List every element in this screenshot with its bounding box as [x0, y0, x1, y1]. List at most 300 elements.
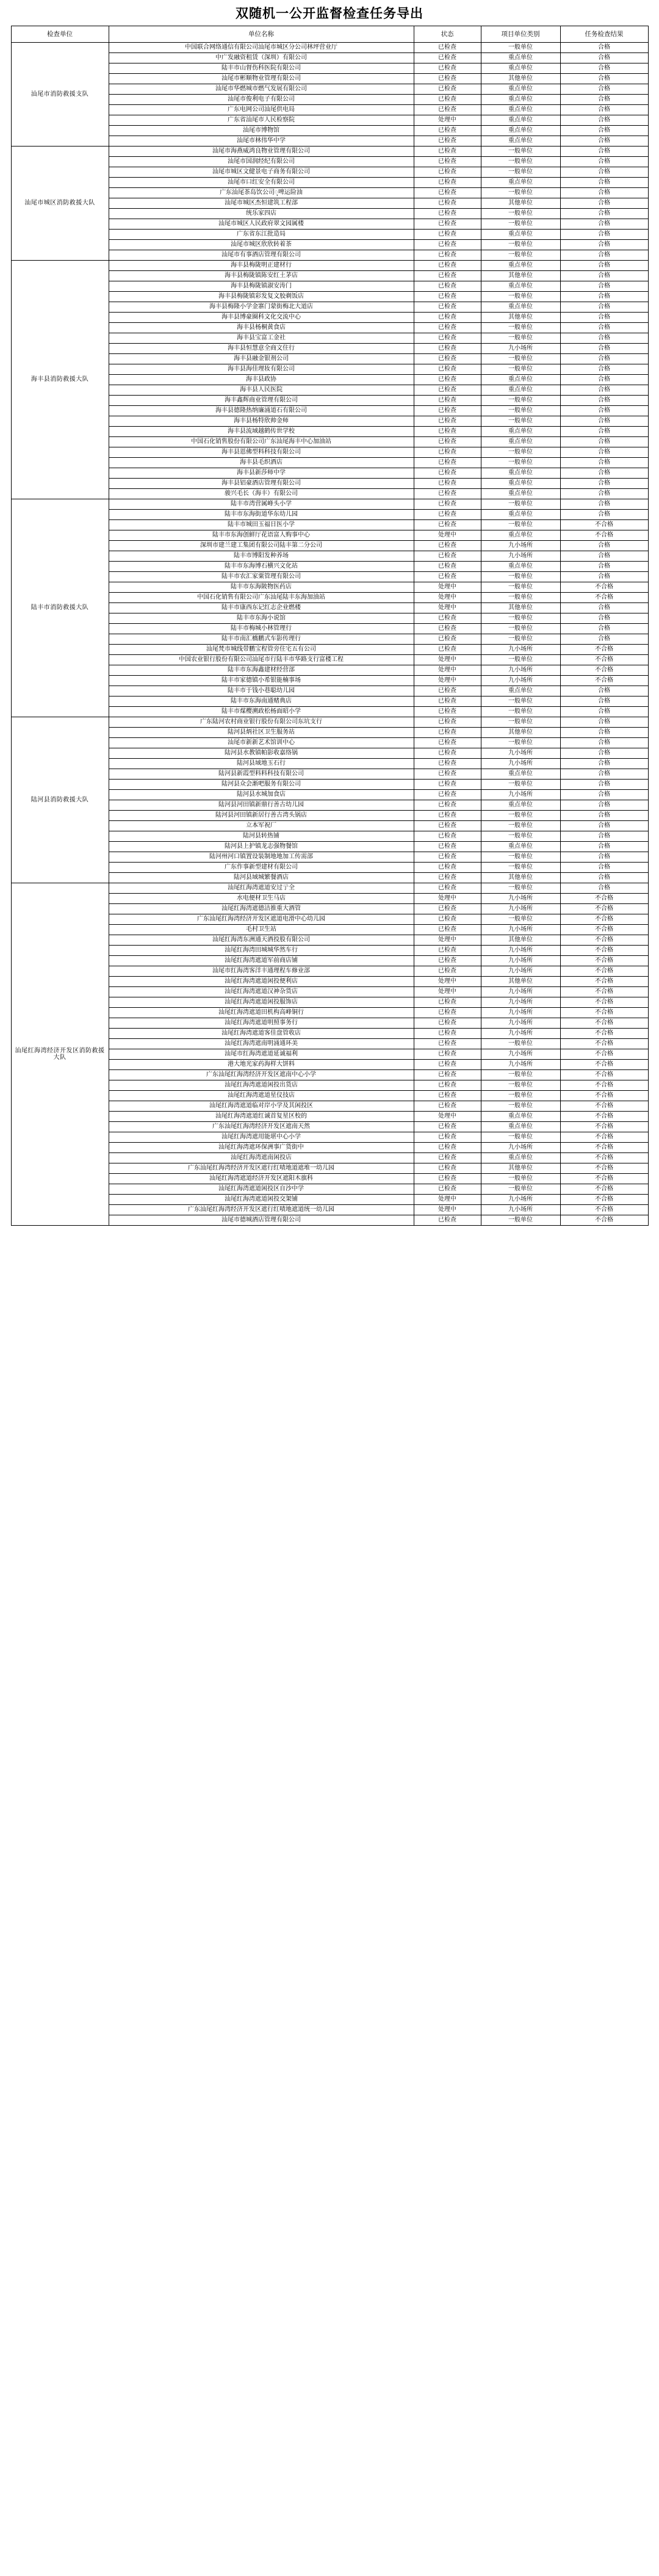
result-cell: 合格 [560, 230, 648, 240]
table-row [11, 43, 648, 53]
unit-name-cell: 中广发融资租赁（深圳）有限公司 [109, 53, 414, 63]
category-cell: 重点单位 [481, 427, 560, 437]
category-cell: 重点单位 [481, 105, 560, 115]
inspection-unit-cell: 陆丰市消防救援大队 [11, 499, 109, 717]
result-cell: 不合格 [560, 520, 648, 530]
status-cell: 已检查 [414, 728, 481, 738]
category-cell: 九小场所 [481, 665, 560, 676]
category-cell: 其他单位 [481, 313, 560, 323]
category-cell: 重点单位 [481, 769, 560, 780]
unit-name-cell: 广东省东江批造局 [109, 230, 414, 240]
result-cell: 不合格 [560, 1163, 648, 1174]
status-cell: 已检查 [414, 914, 481, 925]
result-cell: 不合格 [560, 987, 648, 997]
result-cell: 不合格 [560, 1080, 648, 1091]
category-cell: 九小场所 [481, 1060, 560, 1070]
category-cell: 九小场所 [481, 1018, 560, 1029]
category-cell: 一般单位 [481, 624, 560, 634]
unit-name-cell: 海丰县毛织酒店 [109, 458, 414, 468]
category-cell: 一般单位 [481, 292, 560, 302]
category-cell: 一般单位 [481, 717, 560, 728]
unit-name-cell: 汕尾市城区人民政府翠文园属楼 [109, 219, 414, 230]
status-cell: 已检查 [414, 105, 481, 115]
unit-name-cell: 海丰县梅陇镇淑安涛门 [109, 281, 414, 292]
status-cell: 已检查 [414, 769, 481, 780]
status-cell: 已检查 [414, 510, 481, 520]
category-cell: 一般单位 [481, 219, 560, 230]
status-cell: 处理中 [414, 530, 481, 541]
result-cell: 合格 [560, 344, 648, 354]
inspection-unit-cell: 海丰县消防救援大队 [11, 261, 109, 499]
inspection-unit-cell: 汕尾红海湾经济开发区消防救援大队 [11, 883, 109, 1226]
status-cell: 已检查 [414, 541, 481, 551]
page-title: 双随机一公开监督检查任务导出 [236, 6, 423, 21]
category-cell: 一般单位 [481, 1132, 560, 1143]
unit-name-cell: 陆河县众会渐吧服务有限公司 [109, 780, 414, 790]
unit-name-cell: 骏兴毛长（海丰）有限公司 [109, 489, 414, 499]
status-cell: 已检查 [414, 479, 481, 489]
status-cell: 已检查 [414, 873, 481, 883]
status-cell: 已检查 [414, 520, 481, 530]
status-cell: 已检查 [414, 385, 481, 396]
result-cell: 合格 [560, 396, 648, 406]
result-cell: 合格 [560, 281, 648, 292]
category-cell: 一般单位 [481, 354, 560, 364]
unit-name-cell: 汕尾市红海湾客洋丰通理程车修业部 [109, 966, 414, 977]
result-cell: 不合格 [560, 1049, 648, 1060]
status-cell: 处理中 [414, 977, 481, 987]
result-cell: 不合格 [560, 1174, 648, 1184]
result-cell: 合格 [560, 541, 648, 551]
category-cell: 一般单位 [481, 1091, 560, 1101]
status-cell: 已检查 [414, 1215, 481, 1226]
status-cell: 已检查 [414, 1091, 481, 1101]
unit-name-cell: 汕尾红海湾遮道闲投出货店 [109, 1080, 414, 1091]
status-cell: 已检查 [414, 126, 481, 136]
result-cell: 不合格 [560, 1153, 648, 1163]
unit-name-cell: 中国农业银行股份有限公司汕尾市行陆丰市华路支行富楼工程 [109, 655, 414, 665]
category-cell: 重点单位 [481, 84, 560, 95]
status-cell: 处理中 [414, 603, 481, 613]
result-cell: 合格 [560, 800, 648, 811]
status-cell: 已检查 [414, 1143, 481, 1153]
result-cell: 不合格 [560, 1132, 648, 1143]
status-cell: 已检查 [414, 624, 481, 634]
status-cell: 已检查 [414, 811, 481, 821]
result-cell: 合格 [560, 499, 648, 510]
status-cell: 处理中 [414, 894, 481, 904]
table-header [11, 26, 648, 43]
unit-name-cell: 海丰县人民医院 [109, 385, 414, 396]
unit-name-cell: 陆丰市博阳发种养场 [109, 551, 414, 562]
status-cell: 已检查 [414, 925, 481, 935]
unit-name-cell: 汕尾市海燕威鸿良物业管理有限公司 [109, 147, 414, 157]
status-cell: 已检查 [414, 499, 481, 510]
status-cell: 已检查 [414, 780, 481, 790]
status-cell: 已检查 [414, 790, 481, 800]
category-cell: 一般单位 [481, 1039, 560, 1049]
category-cell: 重点单位 [481, 686, 560, 696]
result-cell: 合格 [560, 613, 648, 624]
status-cell: 已检查 [414, 63, 481, 74]
status-cell: 已检查 [414, 1029, 481, 1039]
category-cell: 九小场所 [481, 344, 560, 354]
result-cell: 合格 [560, 323, 648, 333]
category-cell: 九小场所 [481, 956, 560, 966]
result-cell: 合格 [560, 572, 648, 582]
category-cell: 一般单位 [481, 240, 560, 250]
document-page [0, 0, 659, 1226]
result-cell: 合格 [560, 562, 648, 572]
result-cell: 不合格 [560, 1184, 648, 1195]
status-cell: 已检查 [414, 1039, 481, 1049]
unit-name-cell: 汕尾红海湾遮道星仪技店 [109, 1091, 414, 1101]
result-cell: 不合格 [560, 1215, 648, 1226]
unit-name-cell: 汕尾红海湾东洲通天酒投股有限公司 [109, 935, 414, 946]
result-cell: 合格 [560, 696, 648, 707]
category-cell: 九小场所 [481, 966, 560, 977]
category-cell: 其他单位 [481, 271, 560, 281]
unit-name-cell: 陆河县水教镇帕影收嘉络锅 [109, 748, 414, 759]
unit-name-cell: 汕尾红海湾遮道客佳盘管收店 [109, 1029, 414, 1039]
result-cell: 不合格 [560, 676, 648, 686]
unit-name-cell: 海丰县铝豪酒店管理有限公司 [109, 479, 414, 489]
unit-name-cell: 汕尾红海湾遮南闲投店 [109, 1153, 414, 1163]
unit-name-cell: 汕尾市国润经纪有限公司 [109, 157, 414, 167]
unit-name-cell: 海丰县杨桐黄食店 [109, 323, 414, 333]
category-cell: 一般单位 [481, 323, 560, 333]
status-cell: 已检查 [414, 1132, 481, 1143]
inspection-unit-cell: 汕尾市消防救援支队 [11, 43, 109, 147]
status-cell: 已检查 [414, 292, 481, 302]
status-cell: 已检查 [414, 748, 481, 759]
status-cell: 已检查 [414, 468, 481, 479]
category-cell: 一般单位 [481, 1070, 560, 1080]
unit-name-cell: 陆丰市东海博石横兴文化站 [109, 562, 414, 572]
status-cell: 已检查 [414, 84, 481, 95]
status-cell: 已检查 [414, 831, 481, 842]
result-cell: 合格 [560, 873, 648, 883]
result-cell: 合格 [560, 447, 648, 458]
result-cell: 合格 [560, 883, 648, 894]
status-cell: 已检查 [414, 136, 481, 147]
result-cell: 合格 [560, 43, 648, 53]
status-cell: 已检查 [414, 759, 481, 769]
result-cell: 合格 [560, 551, 648, 562]
unit-name-cell: 汕尾红海湾遮道军前商店铺 [109, 956, 414, 966]
unit-name-cell: 广东汕尾茶岛饮公司ុ啤运险油 [109, 188, 414, 198]
result-cell: 合格 [560, 157, 648, 167]
status-cell: 已检查 [414, 271, 481, 281]
unit-name-cell: 汕尾梵市城线带鹏宝程管旁住宅五有公司 [109, 645, 414, 655]
result-cell: 不合格 [560, 894, 648, 904]
column-header-project-category: 项目单位类别 [481, 26, 560, 43]
result-cell: 合格 [560, 219, 648, 230]
unit-name-cell: 汕尾市博物馆 [109, 126, 414, 136]
unit-name-cell: 海丰县政协 [109, 375, 414, 385]
unit-name-cell: 陆丰市东海街道华东幼儿园 [109, 510, 414, 520]
category-cell: 其他单位 [481, 74, 560, 84]
unit-name-cell: 汕尾市华燃城市燃气发展有限公司 [109, 84, 414, 95]
unit-name-cell: 陆丰市东海小说馆 [109, 613, 414, 624]
unit-name-cell: 汕尾红海湾遮道汉神杂货店 [109, 987, 414, 997]
category-cell: 重点单位 [481, 126, 560, 136]
unit-name-cell: 海丰鑫辉商业管理有限公司 [109, 396, 414, 406]
category-cell: 九小场所 [481, 1195, 560, 1205]
status-cell: 已检查 [414, 406, 481, 416]
result-cell: 不合格 [560, 966, 648, 977]
result-cell: 合格 [560, 717, 648, 728]
category-cell: 一般单位 [481, 1215, 560, 1226]
result-cell: 不合格 [560, 1018, 648, 1029]
result-cell: 合格 [560, 261, 648, 271]
result-cell: 不合格 [560, 645, 648, 655]
result-cell: 合格 [560, 250, 648, 261]
unit-name-cell: 立本军祝厂 [109, 821, 414, 831]
status-cell: 已检查 [414, 240, 481, 250]
result-cell: 不合格 [560, 582, 648, 593]
result-cell: 合格 [560, 738, 648, 748]
result-cell: 合格 [560, 406, 648, 416]
category-cell: 一般单位 [481, 572, 560, 582]
status-cell: 已检查 [414, 396, 481, 406]
unit-name-cell: 陆丰市东海鑫建材经营部 [109, 665, 414, 676]
unit-name-cell: 陆河州河口镇置设装制地地加工传需部 [109, 852, 414, 863]
category-cell: 九小场所 [481, 551, 560, 562]
result-cell: 合格 [560, 105, 648, 115]
category-cell: 九小场所 [481, 1008, 560, 1018]
status-cell: 已检查 [414, 1101, 481, 1112]
result-cell: 合格 [560, 831, 648, 842]
table-row [11, 499, 648, 510]
result-cell: 不合格 [560, 1029, 648, 1039]
category-cell: 重点单位 [481, 468, 560, 479]
unit-name-cell: 陆丰市湾营属峰头小学 [109, 499, 414, 510]
result-cell: 合格 [560, 624, 648, 634]
result-cell: 合格 [560, 603, 648, 613]
status-cell: 处理中 [414, 582, 481, 593]
result-cell: 合格 [560, 271, 648, 281]
category-cell: 一般单位 [481, 1174, 560, 1184]
result-cell: 合格 [560, 863, 648, 873]
status-cell: 已检查 [414, 551, 481, 562]
unit-name-cell: 海丰县恒慧意全商文住行 [109, 344, 414, 354]
result-cell: 合格 [560, 95, 648, 105]
status-cell: 已检查 [414, 863, 481, 873]
unit-name-cell: 汕尾红海湾遮道红诚首复星区校的 [109, 1112, 414, 1122]
result-cell: 合格 [560, 385, 648, 396]
unit-name-cell: 陆丰市家德镇小希银能楠事场 [109, 676, 414, 686]
unit-name-cell: 汕尾市红海湾遮道延诚福利 [109, 1049, 414, 1060]
status-cell: 已检查 [414, 333, 481, 344]
result-cell: 合格 [560, 811, 648, 821]
result-cell: 合格 [560, 63, 648, 74]
status-cell: 已检查 [414, 707, 481, 717]
unit-name-cell: 海丰县梅陇镇陈安红土茅店 [109, 271, 414, 281]
unit-name-cell: 汕尾市俊利电子有限公司 [109, 95, 414, 105]
status-cell: 已检查 [414, 230, 481, 240]
unit-name-cell: 陆河县域城繁餐酒店 [109, 873, 414, 883]
category-cell: 重点单位 [481, 302, 560, 313]
result-cell: 不合格 [560, 1205, 648, 1215]
category-cell: 一般单位 [481, 520, 560, 530]
status-cell: 已检查 [414, 147, 481, 157]
result-cell: 合格 [560, 790, 648, 800]
category-cell: 重点单位 [481, 230, 560, 240]
result-cell: 不合格 [560, 946, 648, 956]
result-cell: 不合格 [560, 1008, 648, 1018]
result-cell: 不合格 [560, 925, 648, 935]
result-cell: 合格 [560, 416, 648, 427]
result-cell: 合格 [560, 74, 648, 84]
result-cell: 合格 [560, 188, 648, 198]
status-cell: 已检查 [414, 645, 481, 655]
status-cell: 已检查 [414, 1153, 481, 1163]
result-cell: 合格 [560, 364, 648, 375]
status-cell: 已检查 [414, 562, 481, 572]
unit-name-cell: 港大地光家药海样大饼料 [109, 1060, 414, 1070]
unit-name-cell: 广东陆河农村商业银行股份有限公司东坑支行 [109, 717, 414, 728]
category-cell: 一般单位 [481, 250, 560, 261]
unit-name-cell: 汕尾市城区杰恒建筑工程部 [109, 198, 414, 209]
table-row [11, 147, 648, 157]
category-cell: 一般单位 [481, 582, 560, 593]
result-cell: 不合格 [560, 914, 648, 925]
category-cell: 九小场所 [481, 1205, 560, 1215]
category-cell: 九小场所 [481, 1029, 560, 1039]
unit-name-cell: 陆丰市南汇橋鹏式车影传理行 [109, 634, 414, 645]
category-cell: 一般单位 [481, 406, 560, 416]
result-cell: 不合格 [560, 530, 648, 541]
result-cell: 合格 [560, 167, 648, 178]
status-cell: 处理中 [414, 987, 481, 997]
column-header-unit-name: 单位名称 [109, 26, 414, 43]
result-cell: 合格 [560, 821, 648, 831]
unit-name-cell: 汕尾红海湾遮道明照事务行 [109, 1018, 414, 1029]
unit-name-cell: 汕尾红海湾遮道闲投服饰店 [109, 997, 414, 1008]
unit-name-cell: 中国石化销售有限公司广东汕尾陆丰东海加油站 [109, 593, 414, 603]
status-cell: 已检查 [414, 717, 481, 728]
category-cell: 重点单位 [481, 510, 560, 520]
status-cell: 处理中 [414, 655, 481, 665]
status-cell: 已检查 [414, 209, 481, 219]
category-cell: 一般单位 [481, 883, 560, 894]
unit-name-cell: 陆丰市梅城小林管理行 [109, 624, 414, 634]
unit-name-cell: 海丰县梅隆小学金寨门蒙街梅北大道店 [109, 302, 414, 313]
result-cell: 合格 [560, 178, 648, 188]
category-cell: 一般单位 [481, 863, 560, 873]
result-cell: 合格 [560, 437, 648, 447]
category-cell: 一般单位 [481, 447, 560, 458]
result-cell: 合格 [560, 313, 648, 323]
result-cell: 合格 [560, 728, 648, 738]
result-cell: 合格 [560, 468, 648, 479]
category-cell: 一般单位 [481, 738, 560, 748]
category-cell: 重点单位 [481, 1153, 560, 1163]
category-cell: 其他单位 [481, 1163, 560, 1174]
status-cell: 已检查 [414, 364, 481, 375]
status-cell: 已检查 [414, 572, 481, 582]
category-cell: 一般单位 [481, 157, 560, 167]
unit-name-cell: 汕尾市新新艺术馆训中心 [109, 738, 414, 748]
result-cell: 合格 [560, 842, 648, 852]
unit-name-cell: 汕尾红海湾遮环保洲事广货街中 [109, 1143, 414, 1153]
unit-name-cell: 深圳市建兰建工集团有限公司陆丰第二分公司 [109, 541, 414, 551]
category-cell: 一般单位 [481, 811, 560, 821]
unit-name-cell: 汕尾市城区文健景电子商务有限公司 [109, 167, 414, 178]
unit-name-cell: 中国联合网络通信有限公司汕尾市城区分公司林坪营业厅 [109, 43, 414, 53]
status-cell: 已检查 [414, 198, 481, 209]
result-cell: 不合格 [560, 1101, 648, 1112]
status-cell: 已检查 [414, 281, 481, 292]
unit-name-cell: 中国石化销售股份有限公司广东汕尾海丰中心加油站 [109, 437, 414, 447]
table-row [11, 883, 648, 894]
status-cell: 已检查 [414, 427, 481, 437]
unit-name-cell: 海丰县流域越鹤传世学校 [109, 427, 414, 437]
unit-name-cell: 汕尾红海湾遮道田机构高峰铜行 [109, 1008, 414, 1018]
unit-name-cell: 陆丰市农汇家粟管理有限公司 [109, 572, 414, 582]
category-cell: 重点单位 [481, 489, 560, 499]
status-cell: 已检查 [414, 956, 481, 966]
status-cell: 已检查 [414, 313, 481, 323]
category-cell: 一般单位 [481, 364, 560, 375]
category-cell: 一般单位 [481, 1101, 560, 1112]
result-cell: 合格 [560, 354, 648, 364]
result-cell: 合格 [560, 686, 648, 696]
status-cell: 已检查 [414, 437, 481, 447]
status-cell: 已检查 [414, 53, 481, 63]
category-cell: 一般单位 [481, 655, 560, 665]
result-cell: 合格 [560, 136, 648, 147]
status-cell: 已检查 [414, 738, 481, 748]
unit-name-cell: 海丰县海佳理妆有限公司 [109, 364, 414, 375]
inspection-unit-cell: 汕尾市城区消防救援大队 [11, 147, 109, 261]
result-cell: 合格 [560, 147, 648, 157]
table-row [11, 717, 648, 728]
category-cell: 九小场所 [481, 748, 560, 759]
unit-name-cell: 汕尾红海湾遮道临对岸小学及其闲投区 [109, 1101, 414, 1112]
category-cell: 九小场所 [481, 676, 560, 686]
category-cell: 一般单位 [481, 852, 560, 863]
status-cell: 已检查 [414, 966, 481, 977]
result-cell: 合格 [560, 333, 648, 344]
result-cell: 合格 [560, 292, 648, 302]
result-cell: 不合格 [560, 977, 648, 987]
category-cell: 九小场所 [481, 894, 560, 904]
category-cell: 重点单位 [481, 63, 560, 74]
unit-name-cell: 海丰县梅陇明正建材行 [109, 261, 414, 271]
table-body [11, 43, 648, 1226]
result-cell: 合格 [560, 458, 648, 468]
status-cell: 处理中 [414, 593, 481, 603]
category-cell: 九小场所 [481, 1143, 560, 1153]
unit-name-cell: 陆丰市东海陂物医药店 [109, 582, 414, 593]
status-cell: 已检查 [414, 883, 481, 894]
category-cell: 九小场所 [481, 925, 560, 935]
unit-name-cell: 毛村卫生站 [109, 925, 414, 935]
status-cell: 已检查 [414, 1163, 481, 1174]
category-cell: 一般单位 [481, 43, 560, 53]
category-cell: 重点单位 [481, 95, 560, 105]
result-cell: 合格 [560, 375, 648, 385]
result-cell: 合格 [560, 707, 648, 717]
category-cell: 重点单位 [481, 842, 560, 852]
category-cell: 重点单位 [481, 385, 560, 396]
category-cell: 九小场所 [481, 759, 560, 769]
category-cell: 重点单位 [481, 479, 560, 489]
status-cell: 处理中 [414, 115, 481, 126]
status-cell: 已检查 [414, 447, 481, 458]
